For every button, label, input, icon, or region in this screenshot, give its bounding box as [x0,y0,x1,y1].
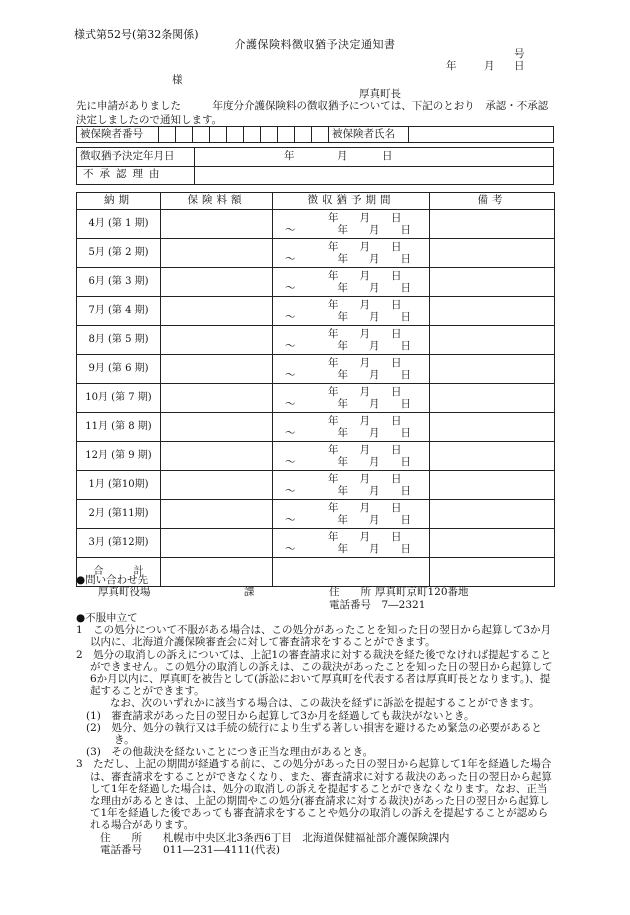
deferral-period-cell[interactable] [273,384,430,413]
deferral-period-cell[interactable] [273,471,430,500]
deferral-start-date: 年 月 日 [328,415,402,427]
decision-date-month: 月 [337,150,348,162]
deferral-start-date: 年 月 日 [328,386,402,398]
deferral-end-date: ～ 年 月 日 [285,224,411,236]
due-period-cell: 10月 (第 7 期) [77,384,161,413]
remarks-cell[interactable] [430,210,555,239]
due-period-cell: 6月 (第 3 期) [77,268,161,297]
insured-number-digit[interactable] [227,127,244,142]
deferral-start-date: 年 月 日 [328,241,402,253]
table-header-row [77,193,555,210]
remarks-cell[interactable] [430,355,555,384]
decision-date-label: 徴収猶予決定年月日 [77,148,195,166]
premium-amount-cell[interactable] [161,268,273,297]
deferral-start-date: 年 月 日 [328,212,402,224]
insured-number-digit[interactable] [278,127,295,142]
table-row [77,239,555,268]
appeal-item-1: 1 この処分について不服がある場合は、この処分があったことを知った日の翌日から起算して3か月以内に、北海道介護保険審査会に対して審査請求をすることができます。 [76,624,552,649]
total-period-cell [273,558,430,587]
table-row [77,326,555,355]
premium-amount-cell[interactable] [161,384,273,413]
intro-text: 先に申請がありました 年度分介護保険料の徴収猶予については、下記のとおり 承認・不承認 決定しましたので通知します。 [76,100,559,126]
appeal-heading: ●不服申立て [76,612,138,624]
insured-number-digit[interactable] [312,127,329,142]
due-period-cell: 5月 (第 2 期) [77,239,161,268]
due-period-cell: 11月 (第 8 期) [77,413,161,442]
premium-amount-cell[interactable] [161,297,273,326]
due-period-cell: 8月 (第 5 期) [77,326,161,355]
remarks-cell[interactable] [430,297,555,326]
premium-amount-cell[interactable] [161,355,273,384]
rejection-reason-label: 不承認理由 [77,166,195,184]
deferral-period-cell[interactable] [273,239,430,268]
deferral-period-cell[interactable] [273,355,430,384]
due-period-cell: 12月 (第 9 期) [77,442,161,471]
table-row [77,442,555,471]
deferral-end-date: ～ 年 月 日 [285,253,411,265]
premium-amount-cell[interactable] [161,326,273,355]
issue-month-label: 月 [484,60,495,72]
deferral-end-date: ～ 年 月 日 [285,514,411,526]
contact-office: 厚真町役場 [98,586,151,598]
insured-name-label: 被保険者氏名 [329,127,409,142]
due-period-cell: 1月 (第10期) [77,471,161,500]
total-row [77,558,555,587]
decision-box [76,147,554,185]
appeal-exception-1: (1) 審査請求があった日の翌日から起算して3か月を経過しても裁決がないとき。 [86,709,475,722]
total-premium-cell[interactable] [161,558,273,587]
remarks-cell[interactable] [430,471,555,500]
remarks-cell[interactable] [430,529,555,558]
appeal-exception-2: (2) 処分、処分の執行又は手続の続行により生ずる著しい損害を避けるため緊急の必要があるとき。 [86,721,542,747]
table-row [77,529,555,558]
insured-number-label: 被保険者番号 [77,127,159,142]
deferral-start-date: 年 月 日 [328,270,402,282]
due-period-cell: 2月 (第11期) [77,500,161,529]
issue-day-label: 日 [514,60,525,72]
due-period-cell: 7月 (第 4 期) [77,297,161,326]
remarks-cell[interactable] [430,268,555,297]
deferral-period-cell[interactable] [273,442,430,471]
appeal-section [76,612,556,856]
header-deferral-period: 徴収猶予期間 [273,193,430,210]
decision-date-year: 年 [284,150,295,162]
table-row [77,384,555,413]
table-row [77,355,555,384]
deferral-start-date: 年 月 日 [328,502,402,514]
deferral-end-date: ～ 年 月 日 [285,427,411,439]
insured-number-digit[interactable] [176,127,193,142]
deferral-end-date: ～ 年 月 日 [285,311,411,323]
deferral-start-date: 年 月 日 [328,357,402,369]
deferral-start-date: 年 月 日 [328,473,402,485]
premium-amount-cell[interactable] [161,210,273,239]
table-row [77,500,555,529]
issue-number-label: 号 [514,48,525,60]
contact-phone: 電話番号 7―2321 [329,599,426,611]
deferral-end-date: ～ 年 月 日 [285,485,411,497]
rejection-reason-row [77,166,553,184]
issue-year-label: 年 [446,60,457,72]
deferral-start-date: 年 月 日 [328,328,402,340]
table-row [77,268,555,297]
appeal-address: 住 所 札幌市中央区北3条西6丁目 北海道保健福祉部介護保険課内 [100,831,450,844]
insured-box [76,126,554,143]
header-premium-amount: 保険料額 [161,193,273,210]
insured-number-digit[interactable] [210,127,227,142]
deferral-period-cell[interactable] [273,210,430,239]
remarks-cell[interactable] [430,413,555,442]
header-remarks: 備考 [430,193,555,210]
installment-table [76,192,555,587]
remarks-cell[interactable] [430,384,555,413]
table-row [77,297,555,326]
deferral-period-cell[interactable] [273,268,430,297]
deferral-end-date: ～ 年 月 日 [285,543,411,555]
table-row [77,471,555,500]
deferral-period-cell[interactable] [273,297,430,326]
appeal-item-3: 3 ただし、上記の期間が経過する前に、この処分があった日の翌日から起算して1年を経過した場合は、審査請求をすることができなくなり、また、審査請求に対する裁決のあった日の翌日から起算して1年を経過した場合は、処分の取消しの訴えを提起することができなくなります。なお、正当な理由があるときは、上記の期間やこの処分(審査請求に対する裁決)があった日の翌日から起算して1年を経過した後であっても審査請求をすることや処分の取消しの訴えを提起することが認められる場合があります。 [76,758,552,832]
due-period-cell: 3月 (第12期) [77,529,161,558]
remarks-cell[interactable] [430,326,555,355]
due-period-cell: 4月 (第 1 期) [77,210,161,239]
contact-address-label: 住 所 [329,586,371,598]
deferral-period-cell[interactable] [273,500,430,529]
remarks-cell[interactable] [430,500,555,529]
appeal-phone: 電話番号 011―231―4111(代表) [100,843,280,856]
deferral-period-cell[interactable] [273,529,430,558]
premium-amount-cell[interactable] [161,471,273,500]
appeal-exception-intro: なお、次のいずれかに該当する場合は、この裁決を経ずに訴訟を提起することができます。 [110,697,540,710]
due-period-cell: 9月 (第 6 期) [77,355,161,384]
premium-amount-cell[interactable] [161,500,273,529]
insured-number-digit[interactable] [295,127,312,142]
deferral-start-date: 年 月 日 [328,444,402,456]
deferral-period-cell[interactable] [273,326,430,355]
insured-number-digit[interactable] [261,127,278,142]
insured-number-digit[interactable] [244,127,261,142]
contact-heading: ●問い合わせ先 [76,574,149,586]
contact-address: 厚真町京町120番地 [375,586,469,598]
total-label: 合 計 [77,558,161,587]
deferral-end-date: ～ 年 月 日 [285,398,411,410]
deferral-start-date: 年 月 日 [328,299,402,311]
appeal-item-2: 2 処分の取消しの訴えについては、上記1の審査請求に対する裁決を経た後でなければ提起することができません。この処分の取消しの訴えは、この裁決があったことを知った日の翌日から起算して6か月以内に、厚真町を被告として(訴訟において厚真町を代表する者は厚真町長となります。)、提起することができます。 [76,648,553,698]
total-remarks-cell[interactable] [430,558,555,587]
premium-amount-cell[interactable] [161,413,273,442]
issuer-mayor: 厚真町長 [359,88,401,100]
form-number: 様式第52号(第32条関係) [74,28,199,41]
deferral-end-date: ～ 年 月 日 [285,340,411,352]
remarks-cell[interactable] [430,239,555,268]
premium-amount-cell[interactable] [161,239,273,268]
insured-name-field[interactable] [409,127,553,142]
deferral-period-cell[interactable] [273,413,430,442]
document-title: 介護保険料徴収猶予決定通知書 [234,38,396,51]
deferral-end-date: ～ 年 月 日 [285,369,411,381]
deferral-end-date: ～ 年 月 日 [285,456,411,468]
remarks-cell[interactable] [430,442,555,471]
insured-number-digit[interactable] [159,127,176,142]
decision-date-day: 日 [382,150,393,162]
table-row [77,210,555,239]
appeal-exception-3: (3) その他裁決を経ないことにつき正当な理由があるとき。 [86,746,374,759]
premium-amount-cell[interactable] [161,442,273,471]
recipient-honorific: 様 [172,74,183,86]
header-due-period: 納期 [77,193,161,210]
contact-section-label: 課 [244,586,255,598]
deferral-start-date: 年 月 日 [328,531,402,543]
decision-date-row [77,148,553,167]
insured-number-digit[interactable] [193,127,210,142]
premium-amount-cell[interactable] [161,529,273,558]
deferral-end-date: ～ 年 月 日 [285,282,411,294]
table-row [77,413,555,442]
